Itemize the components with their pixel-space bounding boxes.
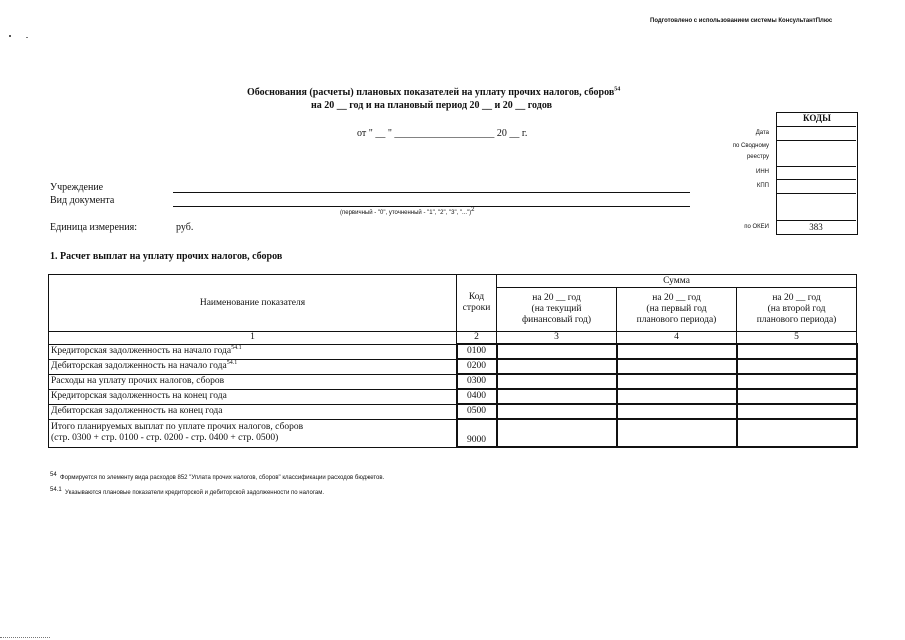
scan-speck: [26, 37, 28, 38]
doc-type-hint: (первичный - "0", уточненный - "1", "2", "3", "...")$^2$: [340, 207, 475, 216]
value-cell[interactable]: [497, 359, 617, 374]
row-name-total: Итого планируемых выплат по уплате прочих налогов, сборов (стр. 0300 + стр. 0100 - стр. 0200 - стр. 0400 + стр. 0500): [49, 419, 457, 447]
row-code: 0300: [457, 374, 497, 389]
value-cell[interactable]: [737, 374, 857, 389]
codes-label-date: Дата: [755, 130, 769, 136]
doc-type-line: [173, 206, 690, 207]
col-number: 5: [737, 332, 857, 345]
row-code: 0400: [457, 389, 497, 404]
value-cell[interactable]: [737, 389, 857, 404]
table-row: [49, 374, 857, 389]
row-name: Кредиторская задолженность на конец года: [49, 389, 457, 404]
col-number: 3: [497, 332, 617, 345]
okei-value: 383: [809, 222, 823, 232]
header-sum: Сумма: [497, 275, 857, 288]
value-cell[interactable]: [737, 404, 857, 419]
codes-header: КОДЫ: [803, 113, 831, 123]
codes-label-okei: по ОКЕИ: [744, 224, 769, 230]
consultant-plus-note: Подготовлено с использованием системы КонсультантПлюс: [650, 18, 833, 24]
scan-speck: [9, 35, 11, 37]
section-title: 1. Расчет выплат на уплату прочих налогов, сборов: [50, 251, 283, 262]
col-number: 2: [457, 332, 497, 345]
value-cell[interactable]: [617, 419, 737, 447]
value-cell[interactable]: [497, 404, 617, 419]
value-cell[interactable]: [497, 419, 617, 447]
value-cell[interactable]: [617, 359, 737, 374]
value-cell[interactable]: [737, 344, 857, 359]
value-cell[interactable]: [737, 359, 857, 374]
table-row: [49, 344, 857, 359]
footnote-54: $^{54}$ Формируется по элементу вида расходов 852 "Уплата прочих налогов, сборов" классификации расходов бюджетов.: [50, 472, 385, 481]
codes-label-inn: ИНН: [756, 169, 769, 175]
row-name: Дебиторская задолженность на начало года$^{54.1}$: [49, 359, 457, 374]
header-code: Код строки: [457, 275, 497, 332]
codes-box: [776, 112, 858, 235]
value-cell[interactable]: [737, 419, 857, 447]
col-number: 4: [617, 332, 737, 345]
table-row: [49, 359, 857, 374]
table-row: [49, 404, 857, 419]
unit-label: Единица измерения:: [50, 222, 137, 233]
row-code-total: 9000: [457, 419, 497, 447]
institution-line: [173, 192, 690, 193]
form-title-line1: Обоснования (расчеты) плановых показателей на уплату прочих налогов, сборов$^{54}$: [247, 86, 621, 98]
codes-label-kpp: КПП: [756, 183, 769, 189]
codes-label-registry-1: по Сводному: [732, 143, 769, 149]
taxes-table: [48, 274, 858, 448]
col-number: 1: [49, 332, 457, 345]
value-cell[interactable]: [617, 389, 737, 404]
row-code: 0100: [457, 344, 497, 359]
row-name: Расходы на уплату прочих налогов, сборов: [49, 374, 457, 389]
footnote-54-1: $^{54.1}$ Указываются плановые показатели кредиторской и дебиторской задолженности по налогам.: [50, 487, 325, 496]
value-cell[interactable]: [617, 344, 737, 359]
table-row-total: [49, 419, 857, 447]
value-cell[interactable]: [497, 374, 617, 389]
header-col5: на 20 __ год (на второй год планового периода): [737, 288, 857, 332]
doc-type-label: Вид документа: [50, 195, 115, 206]
form-title-line2: на 20 __ год и на плановый период 20 __ и 20 __ годов: [311, 100, 552, 111]
table-row: [49, 389, 857, 404]
unit-value: руб.: [176, 222, 194, 233]
header-col4: на 20 __ год (на первый год планового периода): [617, 288, 737, 332]
institution-label: Учреждение: [50, 182, 104, 193]
codes-label-registry-2: реестру: [746, 154, 769, 160]
form-date-line: от " __ " ____________________ 20 __ г.: [357, 128, 528, 139]
header-col3: на 20 __ год (на текущий финансовый год): [497, 288, 617, 332]
value-cell[interactable]: [617, 404, 737, 419]
header-name: Наименование показателя: [49, 275, 457, 332]
row-name: Кредиторская задолженность на начало года$^{54.1}$: [49, 344, 457, 359]
row-code: 0200: [457, 359, 497, 374]
scan-edge-line: [0, 637, 50, 638]
value-cell[interactable]: [617, 374, 737, 389]
row-code: 0500: [457, 404, 497, 419]
value-cell[interactable]: [497, 389, 617, 404]
row-name: Дебиторская задолженность на конец года: [49, 404, 457, 419]
value-cell[interactable]: [497, 344, 617, 359]
